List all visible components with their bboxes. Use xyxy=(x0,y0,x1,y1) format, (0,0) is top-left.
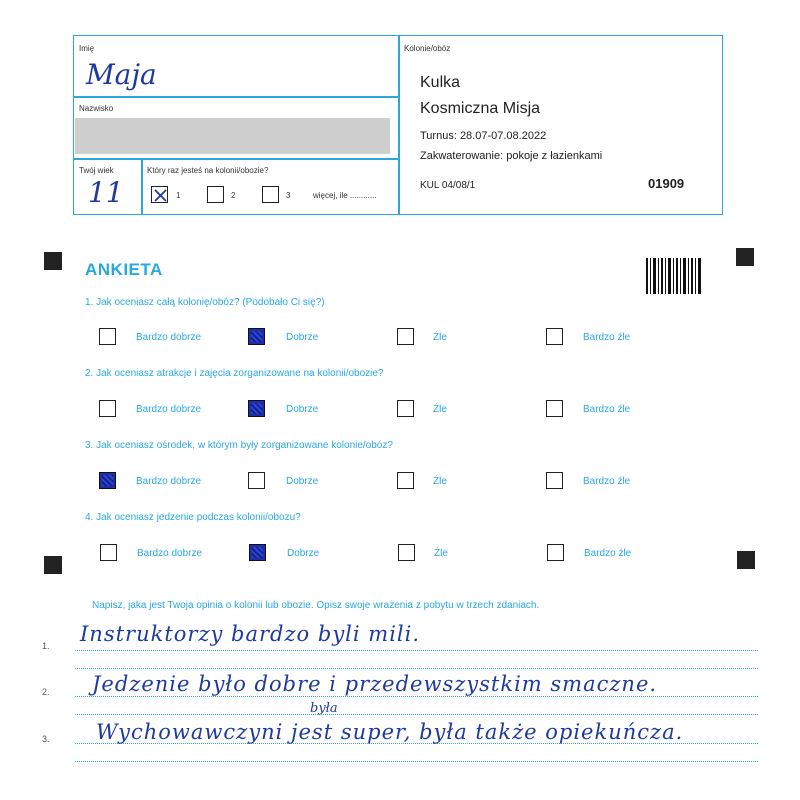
q1-option-zle-label: Źle xyxy=(433,332,447,343)
answer-line-3b xyxy=(75,761,758,762)
imie-value: Maja xyxy=(86,58,157,91)
camp-code: KUL 04/08/1 xyxy=(420,180,476,191)
q1-option-bardzo-dobrze-label: Bardzo dobrze xyxy=(136,332,202,343)
answer-1-text[interactable]: Instruktorzy bardzo byli mili. xyxy=(80,622,421,646)
q2-option-zle-checkbox[interactable] xyxy=(397,400,414,417)
question-4-text: 4. Jak oceniasz jedzenie podczas kolonii/obozu? xyxy=(85,512,301,523)
q2-option-bardzo-dobrze-label: Bardzo dobrze xyxy=(136,404,202,415)
q2-option-bardzo-zle-label: Bardzo źle xyxy=(583,404,631,415)
wiek-value: 11 xyxy=(88,176,124,209)
question-2-text: 2. Jak oceniasz atrakcje i zajęcia zorganizowane na kolonii/obozie? xyxy=(85,368,384,379)
header-divider-age xyxy=(141,158,143,215)
q3-option-dobrze-label: Dobrze xyxy=(286,476,319,487)
registration-marker-tr xyxy=(736,248,754,266)
q1-option-bardzo-zle-label: Bardzo źle xyxy=(583,332,631,343)
header-divider-vertical xyxy=(398,35,400,215)
answer-3-text[interactable]: Wychowawczyni jest super, była także opiekuńcza. xyxy=(96,720,684,744)
q4-option-bardzo-zle-label: Bardzo źle xyxy=(584,548,632,559)
visit-count-more-label: więcej, ile ............ xyxy=(313,191,377,200)
line-number-2: 2. xyxy=(42,687,50,697)
q4-option-zle-label: Źle xyxy=(434,548,448,559)
answer-line-1b xyxy=(75,668,758,669)
registration-marker-bl xyxy=(44,556,62,574)
answer-3-correction: była xyxy=(310,701,338,716)
barcode-icon xyxy=(646,258,701,294)
q4-option-bardzo-dobrze-label: Bardzo dobrze xyxy=(137,548,203,559)
q1-option-dobrze-checkbox[interactable] xyxy=(248,328,265,345)
visit-count-1-checkbox[interactable] xyxy=(151,186,168,203)
registration-marker-br xyxy=(737,551,755,569)
answer-line-2b xyxy=(75,714,758,715)
q4-option-dobrze-label: Dobrze xyxy=(287,548,320,559)
q3-option-dobrze-checkbox[interactable] xyxy=(248,472,265,489)
q1-option-bardzo-dobrze-checkbox[interactable] xyxy=(99,328,116,345)
header-divider-2 xyxy=(73,158,398,160)
header-divider-1 xyxy=(73,96,398,98)
q3-option-bardzo-dobrze-label: Bardzo dobrze xyxy=(136,476,202,487)
visit-count-3-checkbox[interactable] xyxy=(262,186,279,203)
q2-option-zle-label: Źle xyxy=(433,404,447,415)
answer-line-2 xyxy=(75,696,758,697)
answer-2-text[interactable]: Jedzenie było dobre i przedewszystkim smaczne. xyxy=(92,672,658,696)
q3-option-bardzo-zle-label: Bardzo źle xyxy=(583,476,631,487)
camp-program: Kosmiczna Misja xyxy=(420,100,541,117)
visit-count-3-label: 3 xyxy=(286,191,291,200)
q1-option-bardzo-zle-checkbox[interactable] xyxy=(546,328,563,345)
q1-option-dobrze-label: Dobrze xyxy=(286,332,319,343)
q3-option-zle-checkbox[interactable] xyxy=(397,472,414,489)
registration-marker-tl xyxy=(44,252,62,270)
line-number-3: 3. xyxy=(42,734,50,744)
q2-option-bardzo-zle-checkbox[interactable] xyxy=(546,400,563,417)
q4-option-dobrze-checkbox[interactable] xyxy=(249,544,266,561)
q3-option-bardzo-dobrze-checkbox[interactable] xyxy=(99,472,116,489)
nazwisko-redacted xyxy=(75,118,390,154)
visit-count-1-label: 1 xyxy=(176,191,181,200)
cross-mark-icon xyxy=(152,187,169,204)
camp-name: Kulka xyxy=(420,74,461,91)
form-number: 01909 xyxy=(648,176,685,191)
q3-option-zle-label: Źle xyxy=(433,476,447,487)
kolonia-label: Kolonie/obóz xyxy=(404,44,451,53)
answer-line-1 xyxy=(75,650,758,651)
q4-option-bardzo-dobrze-checkbox[interactable] xyxy=(100,544,117,561)
line-number-1: 1. xyxy=(42,641,50,651)
wiek-label: Twój wiek xyxy=(79,166,114,175)
ktory-raz-label: Który raz jesteś na kolonii/obozie? xyxy=(147,166,269,175)
zakwaterowanie-text: Zakwaterowanie: pokoje z łazienkami xyxy=(420,150,603,162)
q3-option-bardzo-zle-checkbox[interactable] xyxy=(546,472,563,489)
imie-label: Imię xyxy=(79,44,95,53)
q1-option-zle-checkbox[interactable] xyxy=(397,328,414,345)
question-3-text: 3. Jak oceniasz ośrodek, w którym były zorganizowane kolonie/obóz? xyxy=(85,440,393,451)
q4-option-zle-checkbox[interactable] xyxy=(398,544,415,561)
visit-count-2-label: 2 xyxy=(231,191,236,200)
q2-option-bardzo-dobrze-checkbox[interactable] xyxy=(99,400,116,417)
survey-title: ANKIETA xyxy=(85,260,163,279)
turnus-text: Turnus: 28.07-07.08.2022 xyxy=(420,130,547,142)
nazwisko-label: Nazwisko xyxy=(79,104,114,113)
question-1-text: 1. Jak oceniasz całą kolonię/obóz? (Podobało Ci się?) xyxy=(85,297,325,308)
q4-option-bardzo-zle-checkbox[interactable] xyxy=(547,544,564,561)
opinion-prompt: Napisz, jaka jest Twoja opinia o kolonii lub obozie. Opisz swoje wrażenia z pobytu w trzech zdaniach. xyxy=(92,600,540,611)
q2-option-dobrze-checkbox[interactable] xyxy=(248,400,265,417)
visit-count-2-checkbox[interactable] xyxy=(207,186,224,203)
q2-option-dobrze-label: Dobrze xyxy=(286,404,319,415)
